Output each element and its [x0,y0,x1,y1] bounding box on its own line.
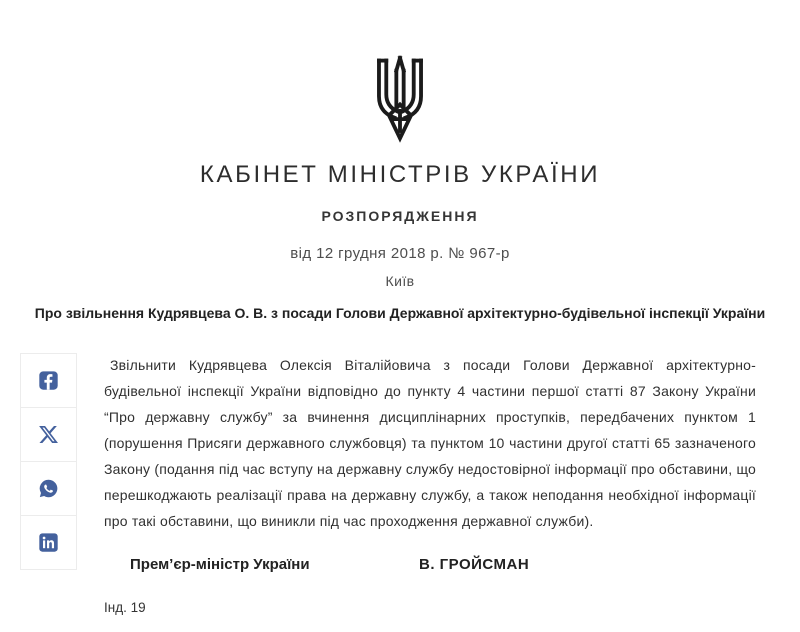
linkedin-icon [38,532,59,553]
linkedin-share-button[interactable] [20,515,77,570]
facebook-share-button[interactable] [20,353,77,408]
date-number-line: від 12 грудня 2018 р. № 967-р [290,245,510,262]
document-title: Про звільнення Кудрявцева О. В. з посади Голови Державної архітектурно-будівельної інспекції України [34,305,766,321]
whatsapp-share-button[interactable] [20,461,77,516]
signature-row [104,556,756,576]
org-name: КАБІНЕТ МІНІСТРІВ УКРАЇНИ [199,161,601,188]
ukraine-trident-emblem [368,52,432,146]
index-note: Інд. 19 [104,600,146,615]
signature-name: В. ГРОЙСМАН [419,556,530,573]
social-share-bar [20,353,77,570]
decree-paragraph: Звільнити Кудрявцева Олексія Віталійовича з посади Голови Державної архітектурно-будівельної інспекції України відповідно до пункту 4 частини першої статті 87 Закону України “Про державну службу” за вчинення дисциплінарних проступків, передбачених пунктом 1 (порушення Присяги державного службовця) та пунктом 10 частини другої статті 65 зазначеного Закону (подання під час вступу на державну службу недостовірної інформації про обставини, що перешкоджають реалізації права на державну службу, а також неподання необхідної інформації про такі обставини, що виникли під час проходження державної служби). [104,357,756,529]
whatsapp-icon [38,478,59,499]
x-twitter-share-button[interactable] [20,407,77,462]
city-line: Київ [385,273,415,289]
facebook-icon [38,370,59,391]
signature-title: Прем’єр-міністр України [130,556,310,573]
document-body [104,352,756,615]
x-twitter-icon [38,424,59,445]
document-type-heading: РОЗПОРЯДЖЕННЯ [321,208,479,224]
